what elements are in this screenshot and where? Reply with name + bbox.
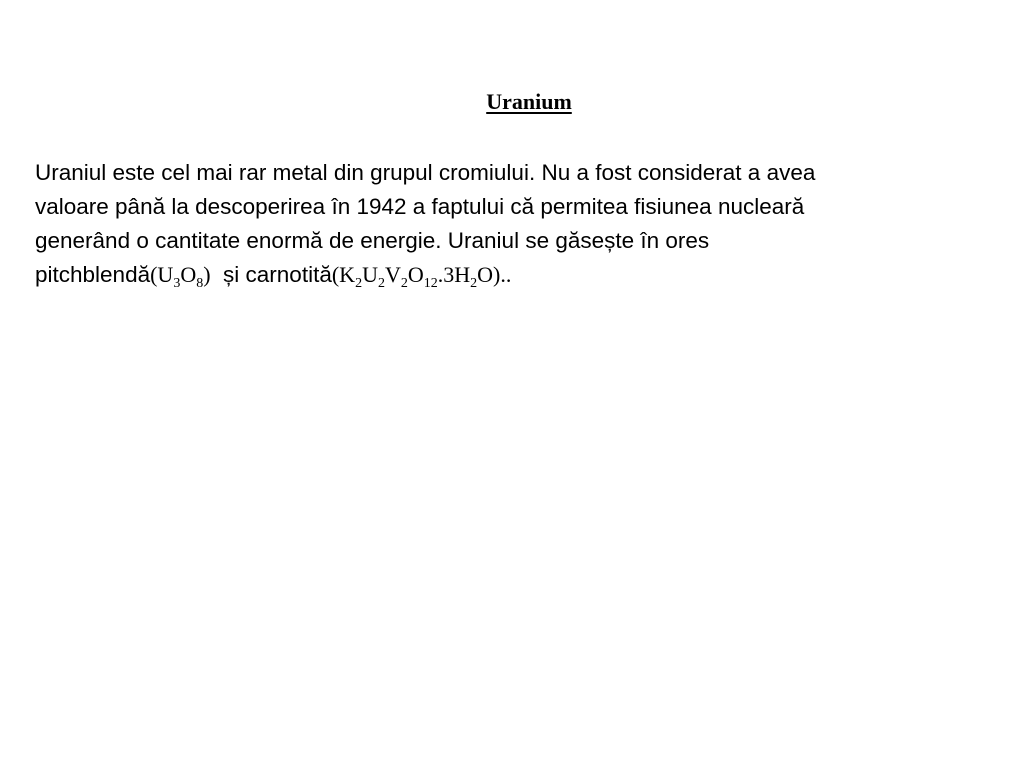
formula-subscript: 2 bbox=[377, 276, 385, 291]
formula-element: K bbox=[339, 262, 356, 287]
paragraph-line-3: generând o cantitate enormă de energie. Uraniul se găsește în ores bbox=[35, 228, 710, 253]
formula-element: .3H bbox=[437, 262, 471, 287]
connector-text: și carnotită bbox=[210, 262, 332, 287]
slide-title-text: Uranium bbox=[486, 89, 572, 114]
formula-subscript: 8 bbox=[196, 276, 204, 291]
pitchblende-formula bbox=[150, 262, 211, 291]
formula-element: U bbox=[362, 262, 378, 287]
formula-element: O bbox=[407, 262, 424, 287]
paragraph-line-1: Uraniul este cel mai rar metal din grupul cromiului. Nu a fost considerat a avea bbox=[35, 160, 816, 185]
formula-open: ( bbox=[331, 262, 340, 287]
formula-subscript: 12 bbox=[423, 276, 438, 291]
formula-close: ) bbox=[203, 262, 211, 287]
mineral-pitchblende-name: pitchblendă bbox=[35, 262, 151, 287]
formula-close: ).. bbox=[493, 262, 512, 287]
body-paragraph bbox=[35, 156, 1020, 292]
formula-subscript: 2 bbox=[470, 276, 478, 291]
formula-element: O bbox=[180, 262, 197, 287]
formula-subscript: 2 bbox=[355, 276, 363, 291]
slide-title bbox=[0, 89, 1024, 115]
carnotite-formula bbox=[331, 262, 512, 291]
paragraph-line-2: valoare până la descoperirea în 1942 a faptului că permitea fisiunea nucleară bbox=[35, 194, 805, 219]
formula-subscript: 3 bbox=[173, 276, 181, 291]
formula-element: O bbox=[477, 262, 494, 287]
formula-subscript: 2 bbox=[400, 276, 408, 291]
paragraph-line-4 bbox=[35, 258, 1020, 292]
formula-open: ( bbox=[150, 262, 158, 287]
formula-element: U bbox=[157, 262, 174, 287]
formula-element: V bbox=[384, 262, 401, 287]
